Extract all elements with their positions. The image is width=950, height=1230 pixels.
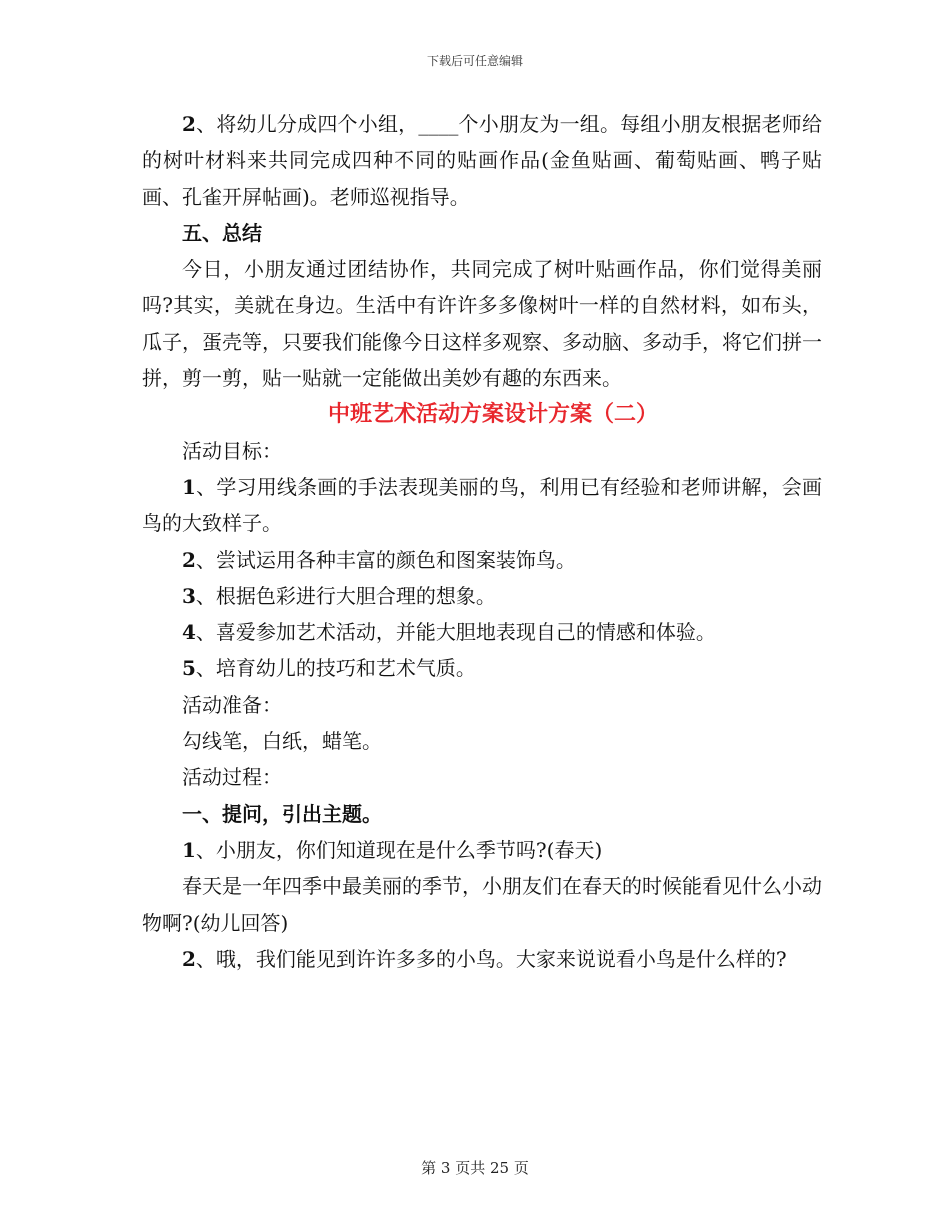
paragraph-text: 、将幼儿分成四个小组，____个小朋友为一组。每组小朋友根据老师给的树叶材料来共同完成四种不同的贴画作品(金鱼贴画、葡萄贴画、鸭子贴画、孔雀开屏帖画)。老师巡视指导。: [142, 112, 822, 209]
label-process: 活动过程：: [182, 765, 282, 790]
page-footer: 第 3 页共 25 页: [421, 1159, 529, 1177]
question-text: 、哦，我们能见到许许多多的小鸟。大家来说说看小鸟是什么样的?: [195, 946, 787, 971]
question-item: [142, 832, 822, 868]
preparation-text: 勾线笔，白纸，蜡笔。: [182, 729, 382, 754]
goal-item: [142, 650, 822, 686]
goal-item: [142, 469, 822, 542]
item-number: 4: [182, 620, 196, 645]
paragraph-step2: [142, 106, 822, 215]
question-item: [142, 941, 822, 977]
item-number: 1: [182, 837, 196, 862]
item-number: 2: [182, 547, 196, 572]
item-number: 1: [182, 474, 196, 499]
goal-text: 、根据色彩进行大胆合理的想象。: [195, 583, 496, 608]
goal-item: [142, 542, 822, 578]
paragraph-spring: 春天是一年四季中最美丽的季节，小朋友们在春天的时候能看见什么小动物啊?(幼儿回答): [142, 874, 822, 935]
document-body: [142, 106, 822, 977]
document-title: 中班艺术活动方案设计方案（二）: [327, 401, 658, 428]
goal-text: 、喜爱参加艺术活动，并能大胆地表现自己的情感和体验。: [195, 620, 716, 645]
label-goals: 活动目标：: [182, 438, 282, 463]
step-heading: 一、提问，引出主题。: [182, 801, 382, 826]
goal-item: [142, 614, 822, 650]
paragraph-summary: 今日，小朋友通过团结协作，共同完成了树叶贴画作品，你们觉得美丽吗?其实，美就在身边。生活中有许许多多像树叶一样的自然材料，如布头，瓜子，蛋壳等，只要我们能像今日这样多观察、多动脑、多动手，将它们拼一拼，剪一剪，贴一贴就一定能做出美妙有趣的东西来。: [142, 257, 822, 391]
goal-item: [142, 578, 822, 614]
page-header: 下载后可任意编辑: [426, 54, 523, 68]
item-number: 3: [182, 583, 196, 608]
section-heading-summary: 五、总结: [182, 220, 262, 245]
item-number: 2: [182, 112, 196, 136]
item-number: 5: [182, 656, 196, 681]
goal-text: 、尝试运用各种丰富的颜色和图案装饰鸟。: [195, 547, 576, 572]
question-text: 、小朋友，你们知道现在是什么季节吗?(春天): [195, 837, 603, 862]
label-preparation: 活动准备：: [182, 692, 282, 717]
goal-text: 、学习用线条画的手法表现美丽的鸟，利用已有经验和老师讲解，会画鸟的大致样子。: [142, 474, 822, 536]
goal-text: 、培育幼儿的技巧和艺术气质。: [195, 656, 476, 681]
item-number: 2: [182, 946, 196, 971]
